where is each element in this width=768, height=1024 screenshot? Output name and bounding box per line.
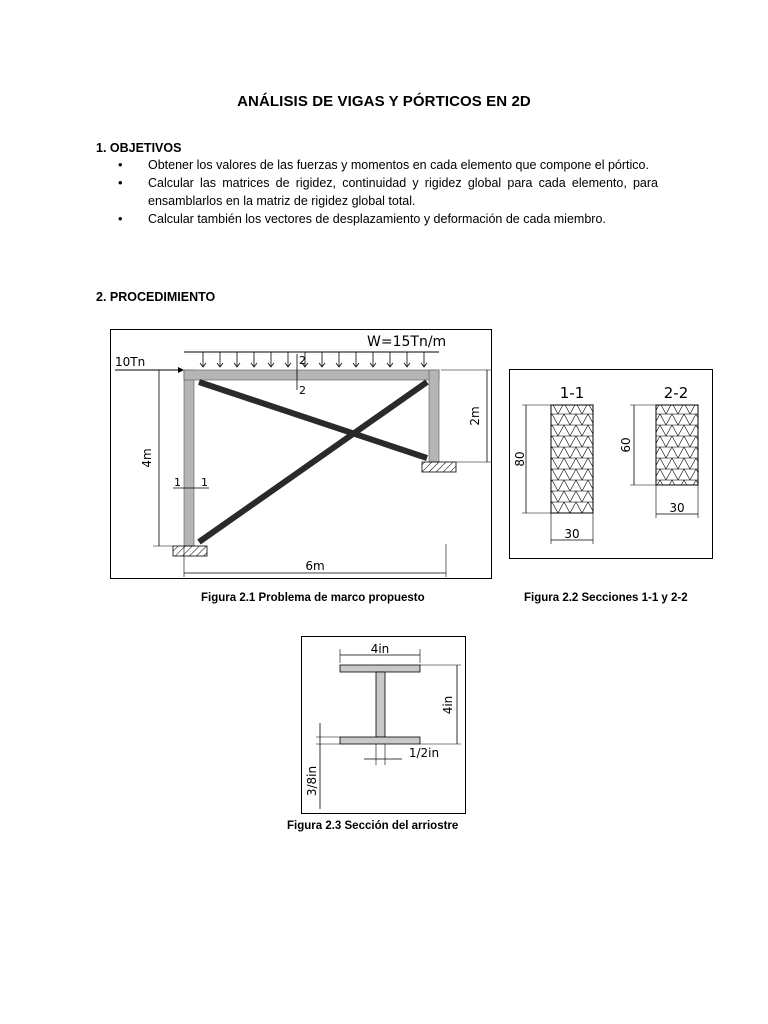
flange-thickness-label: 3/8in: [305, 765, 319, 797]
section-2-width-label: 30: [669, 501, 685, 515]
section-1-width-label: 30: [564, 527, 580, 541]
top-beam: [184, 370, 439, 380]
section-1-title: 1-1: [559, 384, 585, 402]
frame-diagram: [111, 330, 493, 580]
point-load-label: 10Tn: [115, 355, 146, 369]
frame-figure: [110, 329, 492, 579]
sections-figure: [509, 369, 713, 559]
section-2-title: 2-2: [663, 384, 689, 402]
section-mark-label: 2: [299, 384, 306, 397]
depth-label: 4in: [441, 695, 455, 715]
section-mark-label: 1: [201, 476, 208, 489]
section-1-shape: [551, 405, 593, 513]
brace-figure: [301, 636, 466, 814]
list-item: • Calcular también los vectores de desplazamiento y deformación de cada miembro.: [118, 210, 658, 228]
figure-caption: Figura 2.1 Problema de marco propuesto: [201, 592, 425, 604]
list-item: • Obtener los valores de las fuerzas y momentos en cada elemento que compone el pórtico.: [118, 156, 658, 174]
span-label: 6m: [305, 559, 325, 573]
document-title: ANÁLISIS DE VIGAS Y PÓRTICOS EN 2D: [237, 93, 531, 110]
distributed-load: [184, 352, 439, 367]
objectives-list: [118, 156, 658, 228]
section-2-shape: [656, 405, 698, 485]
section-heading-procedimiento: 2. PROCEDIMIENTO: [96, 290, 216, 304]
section-heading-objetivos: 1. OBJETIVOS: [96, 141, 182, 155]
right-column: [429, 370, 439, 462]
brace-2: [199, 382, 427, 542]
left-support: [173, 546, 207, 556]
brace-1: [199, 382, 427, 458]
section-1-height-label: 80: [513, 451, 527, 467]
section-2-height-label: 60: [619, 437, 633, 453]
brace-diagram: [302, 637, 467, 815]
height-label: 4m: [140, 448, 154, 468]
right-support: [422, 462, 456, 472]
section-mark-label: 1: [174, 476, 181, 489]
web: [376, 672, 385, 737]
load-label: W=15Tn/m: [367, 334, 447, 350]
figure-caption: Figura 2.3 Sección del arriostre: [287, 820, 459, 832]
web-thickness-label: 1/2in: [408, 746, 440, 760]
flange-width-label: 4in: [370, 642, 390, 656]
list-item: • Calcular las matrices de rigidez, continuidad y rigidez global para cada elemento, para ensamblarlos en la matriz de rigidez global total.: [118, 174, 658, 210]
bottom-flange: [340, 737, 420, 744]
figure-caption: Figura 2.2 Secciones 1-1 y 2-2: [524, 592, 688, 604]
section-mark-label: 2: [299, 354, 306, 367]
right-height-label: 2m: [468, 406, 482, 426]
top-flange: [340, 665, 420, 672]
left-column: [184, 370, 194, 546]
sections-diagram: [510, 370, 714, 560]
